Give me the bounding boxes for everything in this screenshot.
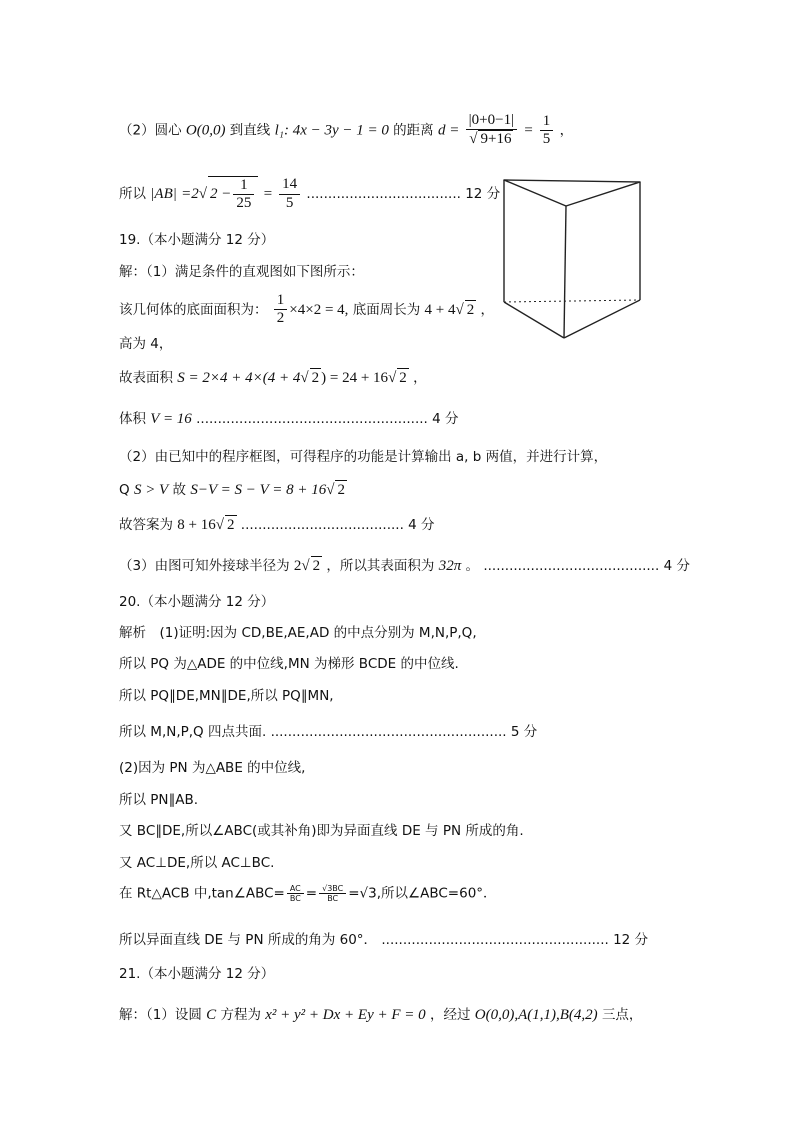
leader-dots: .......................................................	[270, 724, 507, 740]
line-proof-9	[119, 884, 497, 903]
score-label: 4 分	[432, 411, 459, 427]
text: 在 Rt△ACB 中,tan∠ABC=	[119, 885, 285, 902]
line-answer: 故答案为 8 + 16√ 2 ...................................... 4 分	[119, 517, 435, 533]
prism-top-face	[504, 180, 640, 206]
fraction-distance	[466, 112, 517, 149]
line-height: 高为 4，	[119, 336, 173, 352]
text: ，经过	[429, 1007, 471, 1023]
prism-hidden-edge	[504, 300, 640, 302]
text: 所以 M,N,P,Q 四点共面.	[119, 724, 267, 740]
text: 故	[172, 482, 187, 498]
line-solution-intro: 解：（1）满足条件的直观图如下图所示：	[119, 264, 364, 280]
sqrt-content: 2	[466, 301, 475, 318]
fraction-denominator: √ 9+16	[469, 131, 512, 148]
text: （3）由图可知外接球半径为	[119, 558, 290, 574]
score-label: 4 分	[408, 517, 435, 533]
leader-dots: ......................................	[240, 517, 404, 533]
text: 到直线	[229, 122, 271, 139]
fraction-numerator: |0+0−1|	[466, 112, 517, 130]
leader-dots: ......................................................	[196, 411, 428, 427]
fraction-denominator: 2	[276, 310, 285, 327]
fraction-denominator: BC	[289, 894, 301, 904]
math-points: O(0,0),A(1,1),B(4,2)	[474, 1007, 598, 1023]
math-perimeter: 4 + 4	[424, 301, 456, 318]
text: 该几何体的底面面积为：	[119, 301, 268, 318]
text: 三点，	[601, 1007, 643, 1023]
fraction-numerator: 1	[540, 113, 554, 131]
text: 所以	[119, 186, 146, 203]
fraction-numerator: 1	[274, 292, 288, 310]
text: =√3,所以∠ABC=60°．	[348, 885, 497, 902]
text: （2）圆心	[119, 122, 182, 139]
line-proof-5: (2)因为 PN 为△ABE 的中位线,	[119, 760, 306, 776]
prism-bottom-left	[504, 302, 564, 338]
equals-sign: =	[523, 122, 534, 139]
fraction-half	[274, 292, 288, 328]
math-c: C	[206, 1007, 217, 1023]
text: 的距离	[393, 122, 434, 139]
math-area: ×4×2 = 4,	[289, 301, 349, 318]
sqrt-content: 2	[311, 370, 320, 386]
text: 故表面积	[119, 370, 173, 386]
text: 底面周长为	[352, 301, 421, 318]
math-answer: 8 + 16	[177, 517, 216, 533]
section-21-heading: 21.（本小题满分 12 分）	[119, 966, 275, 982]
line-s-greater-v: Q S > V 故 S−V = S − V = 8 + 16√ 2	[119, 482, 345, 498]
score-label: 4 分	[663, 558, 690, 574]
section-19-heading: 19.（本小题满分 12 分）	[119, 232, 275, 248]
equals-sign: =	[262, 186, 273, 203]
text: ，所以其表面积为	[326, 558, 435, 574]
text: Q	[119, 482, 130, 498]
fraction-ac-bc	[287, 884, 304, 903]
math-volume: V = 16	[150, 411, 192, 427]
punctuation: ，	[480, 301, 495, 318]
fraction-result	[279, 176, 300, 212]
section-20-heading: 20.（本小题满分 12 分）	[119, 594, 275, 610]
line-proof-1: 解析 (1)证明:因为 CD,BE,AE,AD 的中点分别为 M,N,P,Q,	[119, 625, 477, 641]
leader-dots: .....................................................	[381, 932, 609, 948]
sqrt-content: 2	[227, 517, 235, 533]
text: 故答案为	[119, 517, 173, 533]
punctuation: 。	[465, 558, 480, 574]
math-circle-equation: x² + y² + Dx + Ey + F = 0	[265, 1007, 426, 1023]
text: 方程为	[220, 1007, 261, 1023]
line-surface-area: 故表面积 S = 2×4 + 4×(4 + 4√ 2 ) = 24 + 16√ 2 ，	[119, 370, 427, 386]
math-radius: 2	[293, 558, 302, 574]
math-area: 32π	[438, 558, 462, 574]
sqrt-expression	[208, 176, 258, 213]
fraction-inner	[233, 177, 254, 213]
score-label: 5 分	[510, 724, 538, 740]
line-proof-2: 所以 PQ 为△ADE 的中位线,MN 为梯形 BCDE 的中位线.	[119, 656, 459, 672]
punctuation: ，	[559, 122, 574, 139]
prism-bottom-right	[564, 300, 640, 338]
line-volume	[119, 410, 459, 428]
math-line-equation: l₁: 4x − 3y − 1 = 0	[274, 122, 389, 139]
line-proof-7: 又 BC∥DE,所以∠ABC(或其补角)即为异面直线 DE 与 PN 所成的角.	[119, 823, 524, 839]
line-program-desc: （2）由已知中的程序框图，可得程序的功能是计算输出 a, b 两值，并进行计算，	[119, 449, 608, 465]
sqrt-content: 2	[399, 370, 407, 386]
sqrt-content: 2	[337, 482, 345, 498]
line-distance	[119, 112, 573, 149]
sqrt-part: 2 −	[210, 186, 232, 203]
math-d: d =	[437, 122, 460, 139]
math-point: O(0,0)	[185, 122, 226, 139]
line-base-area: 该几何体的底面面积为： $\frac{1}{2}$ ×4×2 = 4, 底面周长为 4 + 4√ 2 ，	[119, 292, 495, 327]
equals-sign: =	[305, 885, 318, 902]
fraction-denominator: 25	[236, 195, 252, 212]
math-ab: |AB|	[150, 186, 177, 203]
line-circle-eq	[119, 1006, 642, 1024]
math-expression: S = 2×4 + 4×(4 + 4	[177, 370, 301, 386]
fraction-numerator: 14	[279, 176, 300, 194]
math-compare: S > V	[133, 482, 169, 498]
math-expression: S−V = S − V = 8 + 16	[190, 482, 327, 498]
sqrt-content: 2	[312, 558, 321, 574]
line-proof-8: 又 AC⊥DE,所以 AC⊥BC.	[119, 855, 275, 871]
punctuation: ，	[413, 370, 427, 386]
line-proof-4	[119, 724, 537, 740]
leader-dots: .........................................	[483, 558, 660, 574]
fraction-denominator: BC	[327, 894, 339, 904]
line-sphere: （3）由图可知外接球半径为 2√ 2 ，所以其表面积为 32π 。 ......................................... 4 分	[119, 558, 690, 574]
text: 所以异面直线 DE 与 PN 所成的角为 60°．	[119, 932, 378, 948]
score-label: 12 分	[465, 186, 501, 203]
triangular-prism-figure	[498, 172, 648, 344]
prism-edge-front	[564, 206, 566, 338]
leader-dots: ....................................	[306, 186, 461, 203]
line-ab-length: 所以 |AB| =2√ 2 − $\frac{1}{25}$ = $\frac{14}{5}$ .................................... 12 分	[119, 176, 501, 212]
fraction-numerator: AC	[287, 884, 304, 894]
text: 体积	[119, 411, 146, 427]
fraction-denominator: 5	[542, 130, 551, 147]
fraction-numerator: √3BC	[319, 884, 346, 894]
fraction-numerator: 1	[233, 177, 254, 195]
fraction-result	[540, 113, 554, 149]
fraction-denominator: 5	[285, 194, 294, 211]
line-proof-6: 所以 PN∥AB.	[119, 792, 199, 808]
sqrt-content: 9+16	[480, 131, 512, 148]
text: 解：（1）设圆	[119, 1007, 202, 1023]
line-proof-10	[119, 932, 648, 948]
math-eq: =2	[181, 186, 199, 203]
math-expression: ) = 24 + 16	[321, 370, 389, 386]
line-proof-3: 所以 PQ∥DE,MN∥DE,所以 PQ∥MN,	[119, 688, 334, 704]
fraction-sqrt3bc-bc	[319, 884, 346, 903]
score-label: 12 分	[613, 932, 649, 948]
